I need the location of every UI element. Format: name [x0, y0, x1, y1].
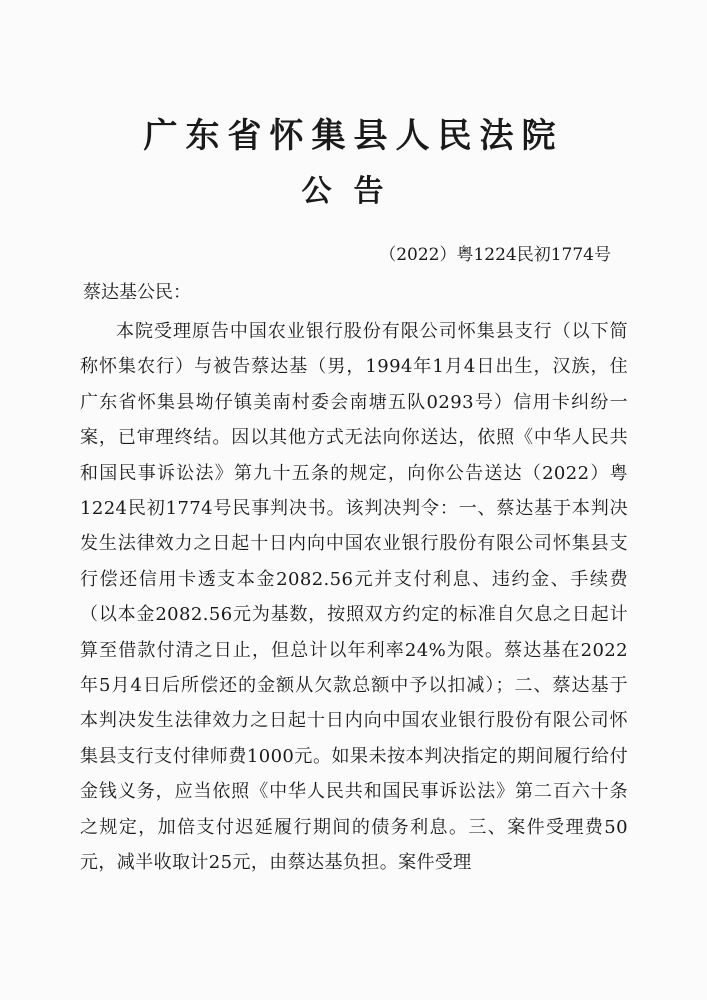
notice-body-paragraph: 本院受理原告中国农业银行股份有限公司怀集县支行（以下简称怀集农行）与被告蔡达基（男，1994年1月4日出生，汉族，住广东省怀集县坳仔镇美南村委会南塘五队0293号）信用卡纠纷一案，已审理终结。因以其他方式无法向你送达，依照《中华人民共和国民事诉讼法》第九十五条的规定，向你公告送达（2022）粤1224民初1774号民事判决书。该判决判令：一、蔡达基于本判决发生法律效力之日起十日内向中国农业银行股份有限公司怀集县支行偿还信用卡透支本金2082.56元并支付利息、违约金、手续费（以本金2082.56元为基数，按照双方约定的标准自欠息之日起计算至借款付清之日止，但总计以年利率24%为限。蔡达基在2022年5月4日后所偿还的金额从欠款总额中予以扣减）；二、蔡达基于本判决发生法律效力之日起十日内向中国农业银行股份有限公司怀集县支行支付律师费1000元。如果未按本判决指定的期间履行给付金钱义务，应当依照《中华人民共和国民事诉讼法》第二百六十条之规定，加倍支付迟延履行期间的债务利息。三、案件受理费50元，减半收取计25元，由蔡达基负担。案件受理	[80, 321, 628, 874]
case-number: （2022）粤1224民初1774号	[379, 245, 611, 265]
court-name-heading: 广东省怀集县人民法院	[143, 116, 564, 156]
salutation: 蔡达基公民：	[83, 282, 191, 303]
notice-title: 公告	[301, 174, 406, 209]
